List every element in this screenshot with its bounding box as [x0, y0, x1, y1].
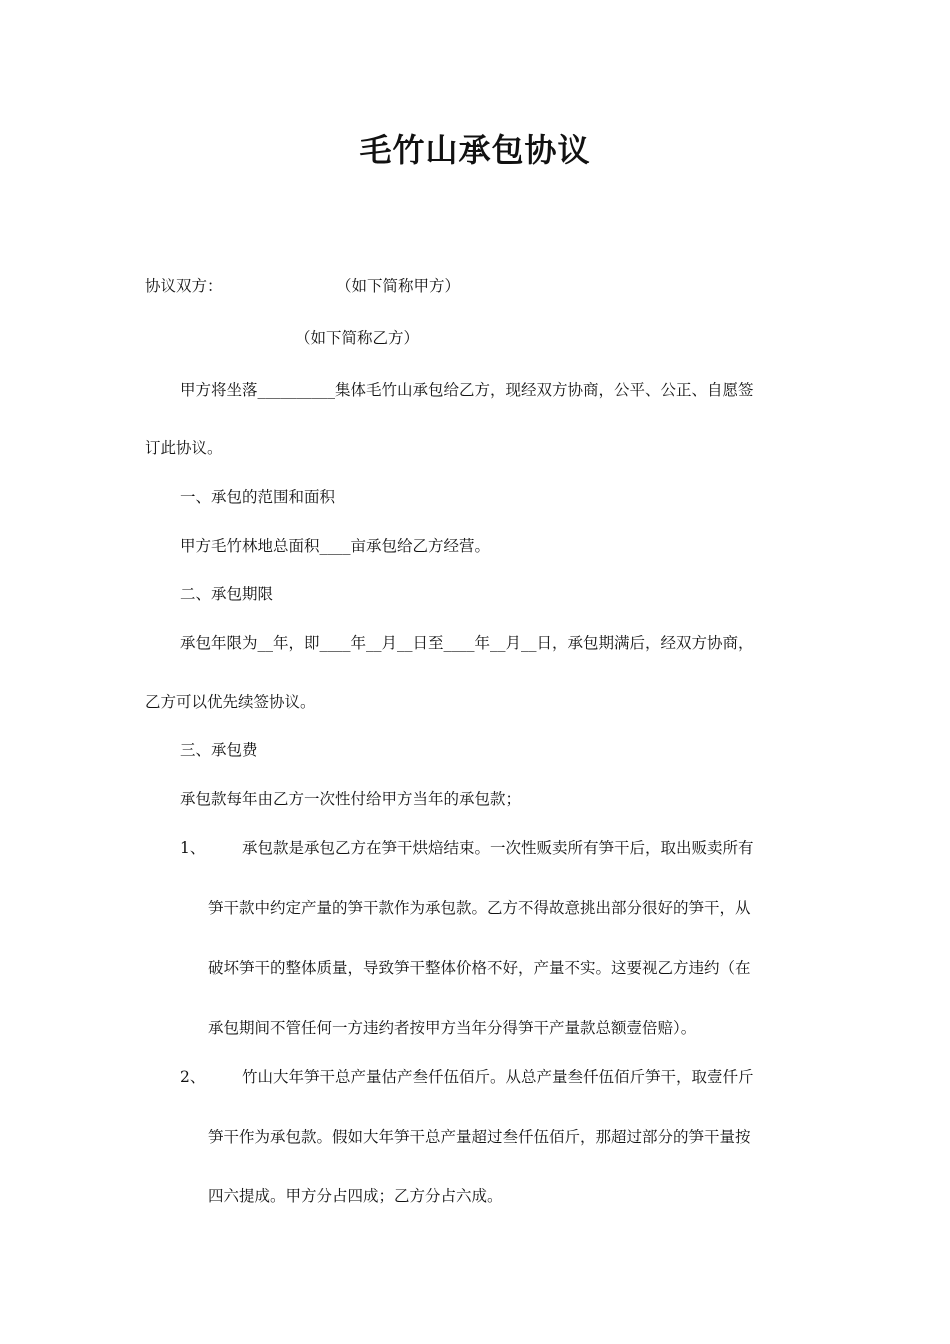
item-2-line-3: 四六提成。甲方分占四成；乙方分占六成。	[208, 1187, 503, 1205]
item-1-line-3: 破坏笋干的整体质量，导致笋干整体价格不好，产量不实。这要视乙方违约（在	[208, 959, 751, 977]
item-1-line-4: 承包期间不管任何一方违约者按甲方当年分得笋干产量款总额壹倍赔）。	[208, 1019, 697, 1037]
section-1-body: 甲方毛竹林地总面积____亩承包给乙方经营。	[180, 537, 491, 555]
item-1-line-1: 承包款是承包乙方在笋干烘焙结束。一次性贩卖所有笋干后，取出贩卖所有	[242, 839, 754, 857]
intro-line-2: 订此协议。	[145, 439, 223, 457]
document-title: 毛竹山承包协议	[359, 131, 591, 169]
item-2-line-2: 笋干作为承包款。假如大年笋干总产量超过叁仟伍佰斤，那超过部分的笋干量按	[208, 1128, 751, 1146]
item-1-number: 1、	[180, 839, 206, 857]
section-3-heading: 三、承包费	[180, 741, 258, 759]
party-a-note: （如下简称甲方）	[336, 277, 461, 295]
intro-line-1: 甲方将坐落__________集体毛竹山承包给乙方，现经双方协商，公平、公正、自愿签	[180, 381, 754, 399]
section-3-body: 承包款每年由乙方一次性付给甲方当年的承包款；	[180, 790, 522, 808]
item-2-line-1: 竹山大年笋干总产量估产叁仟伍佰斤。从总产量叁仟伍佰斤笋干，取壹仟斤	[242, 1068, 754, 1086]
section-2-heading: 二、承包期限	[180, 585, 274, 603]
section-2-line-1: 承包年限为__年，即____年__月__日至____年__月__日，承包期满后，经双方协商，	[180, 634, 754, 652]
item-2-number: 2、	[180, 1068, 206, 1086]
section-1-heading: 一、承包的范围和面积	[180, 488, 336, 506]
party-b-note: （如下简称乙方）	[295, 329, 420, 347]
item-1-line-2: 笋干款中约定产量的笋干款作为承包款。乙方不得故意挑出部分很好的笋干，从	[208, 899, 751, 917]
section-2-line-2: 乙方可以优先续签协议。	[145, 693, 316, 711]
parties-label: 协议双方：	[145, 277, 223, 295]
